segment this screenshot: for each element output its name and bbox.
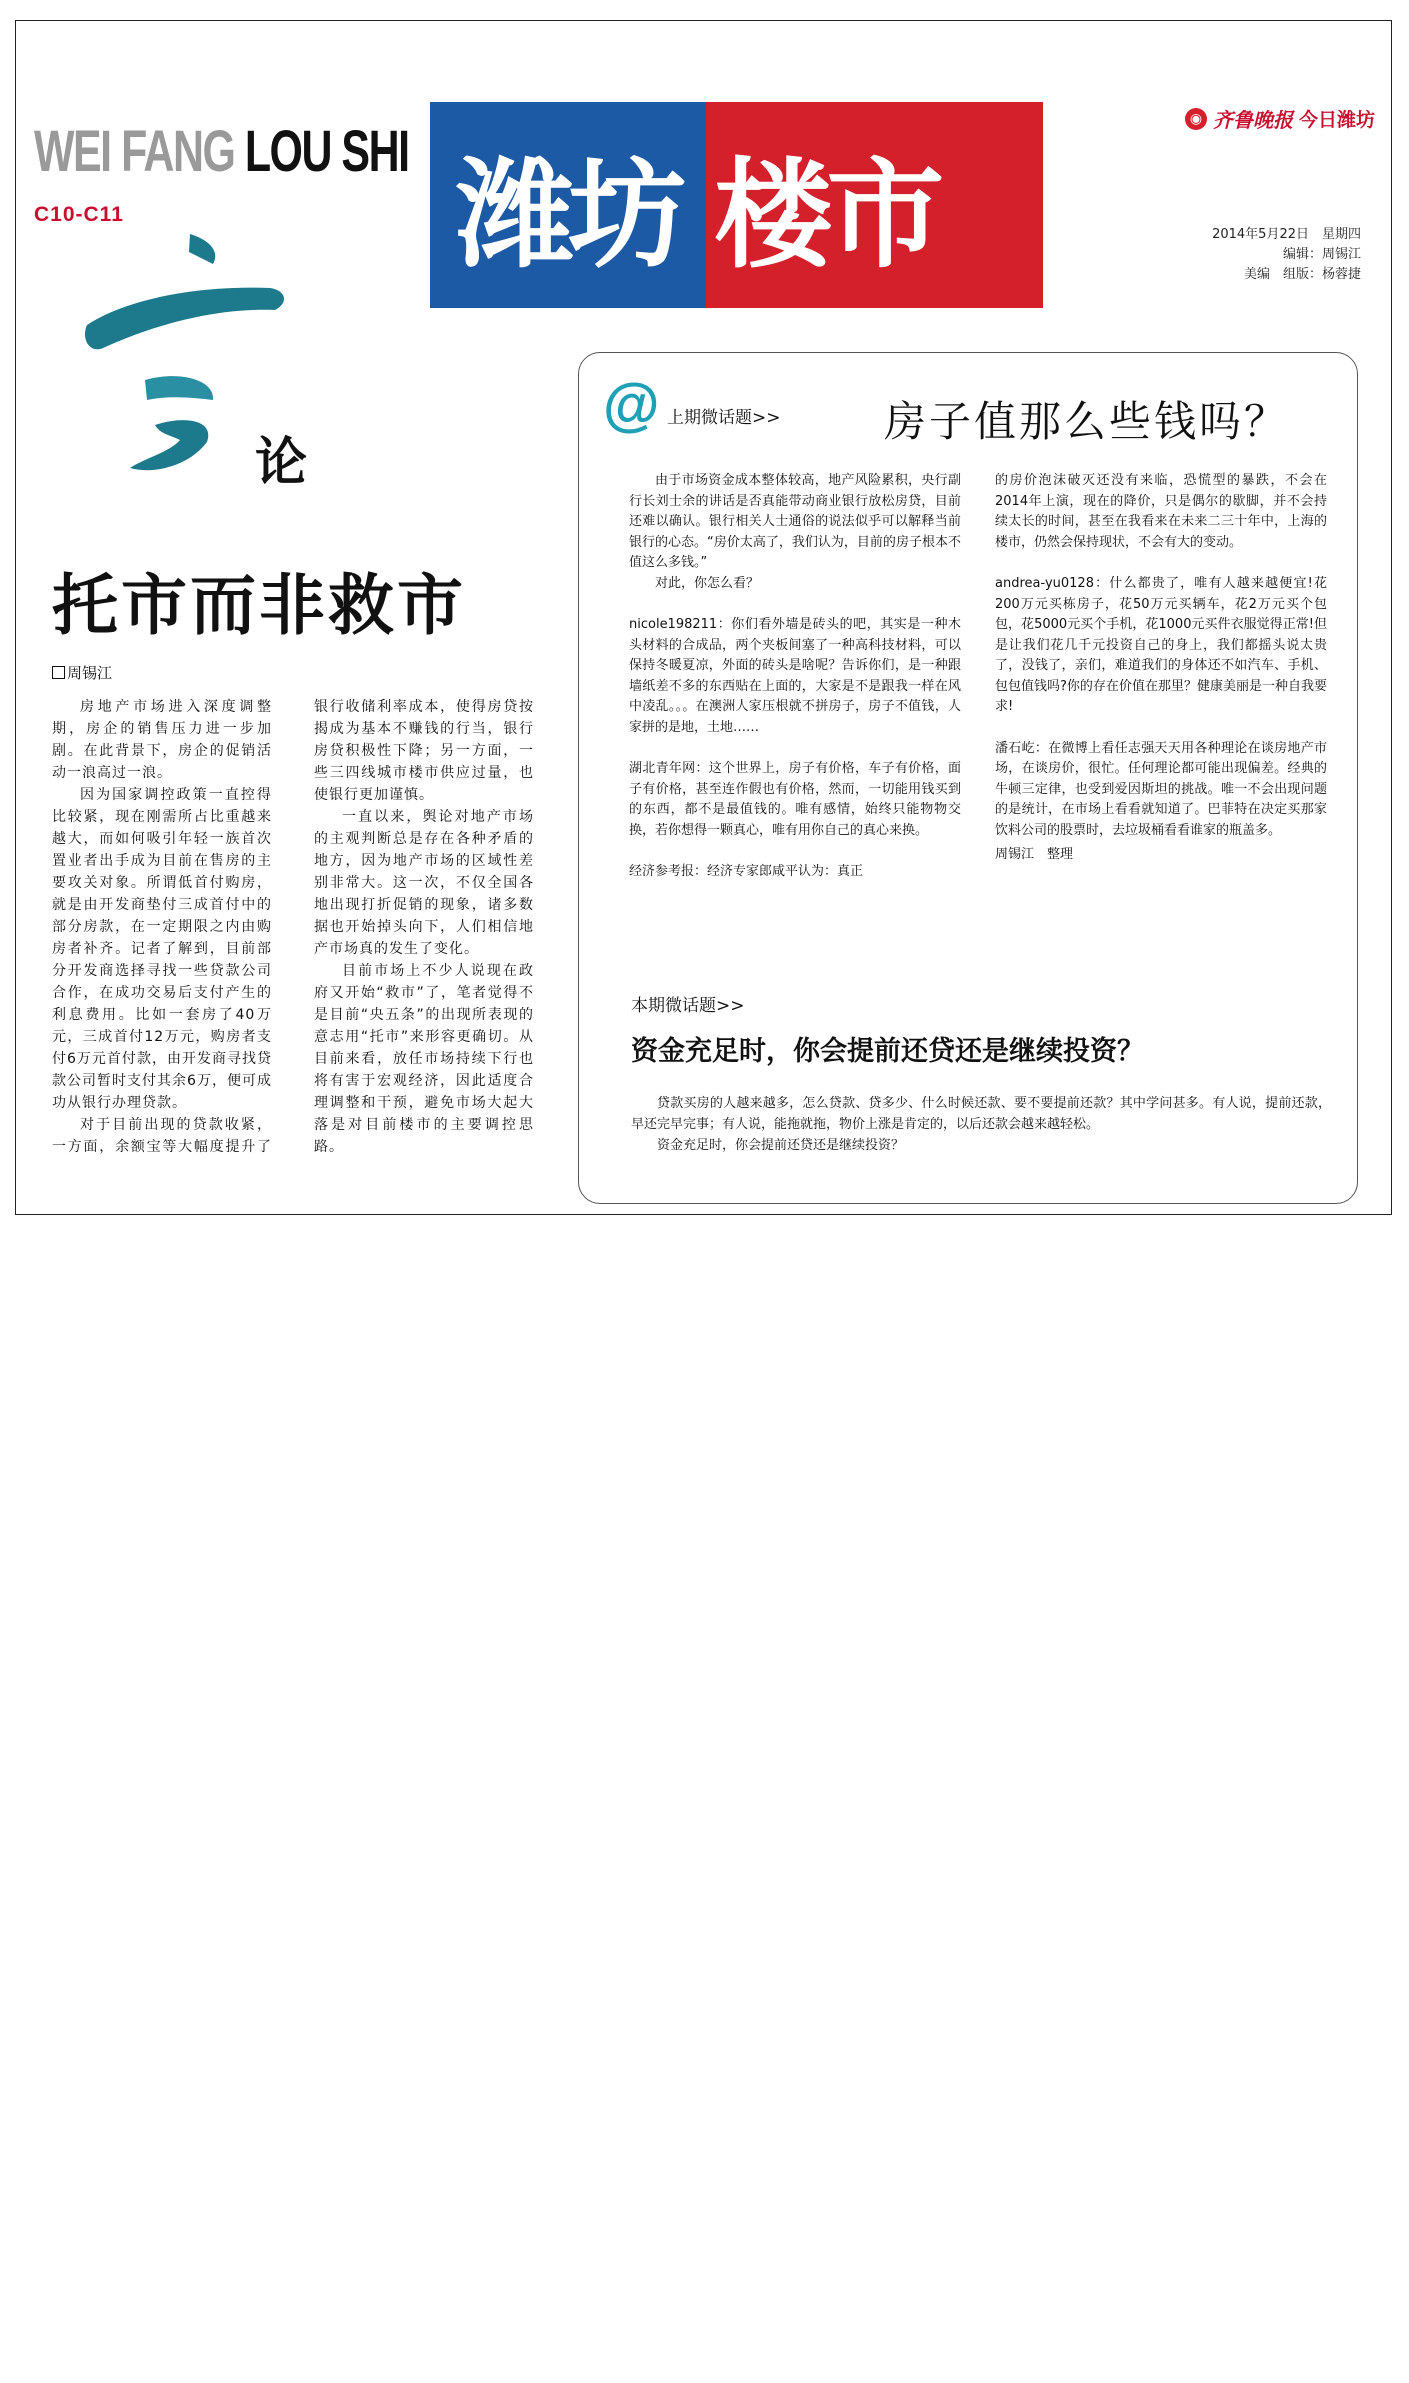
pinyin-title: WEI FANG LOU SHI (34, 119, 409, 184)
description-paragraph: 资金充足时，你会提前还贷还是继续投资？ (657, 1138, 905, 1153)
masthead-red-block: 楼市 (706, 102, 1043, 308)
editor-credit: 编辑：周锡江 (1282, 247, 1361, 262)
current-topic-question: 资金充足时，你会提前还贷还是继续投资？ (631, 1036, 1144, 1067)
column-article (52, 696, 534, 1158)
section-char-lun: 论 (255, 433, 308, 493)
topic-ask: 对此，你怎么看？ (655, 575, 760, 591)
weibo-topic-box (578, 352, 1358, 1204)
weibo-post: nicole198211：你们看外墙是砖头的吧，其实是一种木头材料的合成品，两个夹板间塞了一种高科技材料，可以保持冬暖夏凉，外面的砖头是啥呢？告诉你们，是一种跟墙纸差不多的东西贴在上面的，大家是不是跟我一样在风中凌乱。。。在澳洲人家压根就不拼房子，房子不值钱，人家拼的是地，土地…… (629, 617, 961, 735)
logo-text: 齐鲁晚报 (1213, 108, 1293, 132)
weibo-right-column (995, 471, 1327, 904)
logo-subtitle: 今日潍坊 (1299, 109, 1376, 131)
weibo-post: 经济参考报：经济专家郎咸平认为：真正 (629, 864, 864, 879)
article-paragraph: 一直以来，舆论对地产市场的主观判断总是存在各种矛盾的地方，因为地产市场的区域性差别非常大。这一次，不仅全国各地出现打折促销的现象，诸多数据也开始掉头向下，人们相信地产市场真的发生了变化。 (314, 809, 534, 957)
newspaper-logo (1185, 104, 1375, 133)
weibo-left-column (629, 471, 961, 904)
masthead (430, 102, 1043, 308)
topic-intro: 由于市场资金成本整体较高，地产风险累积，央行副行长刘士余的讲话是否真能带动商业银行放松房贷，目前还难以确认。银行相关人士通俗的说法似乎可以解释当前银行的心态。“房价太高了，我们认为，目前的房子根本不值这么多钱。” (629, 473, 961, 570)
article-paragraph: 对于目前出现的贷款收紧，一方面，余额宝等大幅度提升了银行收储利率成本，使得房贷按揭成为基本不赚钱的行当，银行房贷积极性下降；另一方面，一些三四线城市楼市供应过量，也使银行更加谨慎。 (52, 699, 534, 1155)
page-numbers: C10-C11 (34, 203, 124, 226)
byline-box-icon (52, 666, 65, 679)
column-byline: 周锡江 (52, 662, 112, 683)
article-paragraph: 房地产市场进入深度调整期，房企的销售压力进一步加剧。在此背景下，房企的促销活动一浪高过一浪。 (52, 699, 272, 781)
column-headline: 托市而非救市 (52, 567, 466, 644)
weibo-post: andrea-yu0128：什么都贵了，唯有人越来越便宜!花200万元买栋房子，花50万元买辆车，花2万元买个包包，花5000元买个手机，花1000元买件衣服觉得正常!但是让我们花几千元投资自己的身上，我们都摇头说太贵了，没钱了，亲们，难道我们的身体还不如汽车、手机、包包值钱吗?你的存在价值在那里？健康美丽是一种自我要求! (995, 576, 1327, 714)
weibo-post: 的房价泡沫破灭还没有来临，恐慌型的暴跌，不会在2014年上演，现在的降价，只是偶尔的歇脚，并不会持续太长的时间，甚至在我看来在未来二三十年中，上海的楼市，仍然会保持现状，不会有大的变动。 (995, 473, 1327, 550)
issue-date: 2014年5月22日 星期四 (1212, 227, 1361, 242)
current-topic-description (631, 1093, 1331, 1156)
description-paragraph: 贷款买房的人越来越多，怎么贷款、贷多少、什么时候还款、要不要提前还款？其中学问甚多。有人说，提前还款，早还完早完事；有人说，能拖就拖，物价上涨是肯定的，以后还款会越来越轻松。 (631, 1096, 1331, 1132)
weibo-post: 潘石屹：在微博上看任志强天天用各种理论在谈房地产市场，在谈房价，很忙。任何理论都可能出现偏差。经典的牛顿三定律，也受到爱因斯坦的挑战。唯一不会出现问题的是统计，在市场上看看就知道了。巴菲特在决定买那家饮料公司的股票时，去垃圾桶看看谁家的瓶盖多。 (995, 740, 1327, 838)
prev-topic-title: 房子值那么些钱吗？ (884, 397, 1290, 446)
prev-topic-label: 上期微话题>> (667, 408, 781, 428)
issue-info (1212, 225, 1361, 285)
at-icon: @ (603, 372, 660, 437)
current-topic-label: 本期微话题>> (631, 996, 745, 1016)
weibo-columns (629, 471, 1327, 904)
weibo-post: 湖北青年网：这个世界上，房子有价格，车子有价格，面子有价格，甚至连作假也有价格，然而，一切能用钱买到的东西，都不是最值钱的。唯有感情，始终只能物物交换，若你想得一颗真心，唯有用你自己的真心来换。 (629, 761, 961, 838)
masthead-blue-block: 潍坊 (430, 102, 706, 308)
article-paragraph: 因为国家调控政策一直控得比较紧，现在刚需所占比重越来越大，而如何吸引年轻一族首次置业者出手成为目前在售房的主要攻关对象。所谓低首付购房，就是由开发商垫付三成首付中的部分房款，在一定期限之内由购房者补齐。记者了解到，目前部分开发商选择寻找一些贷款公司合作，在成功交易后支付产生的利息费用。比如一套房了40万元，三成首付12万元，购房者支付6万元首付款，由开发商寻找贷款公司暂时支付其余6万，便可成功从银行办理贷款。 (52, 787, 272, 1111)
logo-icon: ◉ (1185, 108, 1207, 130)
designer-credit: 美编 组版：杨蓉捷 (1243, 267, 1361, 282)
compiler-signoff: 周锡江 整理 (995, 847, 1074, 862)
article-paragraph: 目前市场上不少人说现在政府又开始“救市”了，笔者觉得不是目前“央五条”的出现所表现的意志用“托市”来形容更确切。从目前来看，放任市场持续下行也将有害于宏观经济，因此适度合理调整和干预，避免市场大起大落是对目前楼市的主要调控思路。 (314, 963, 534, 1155)
